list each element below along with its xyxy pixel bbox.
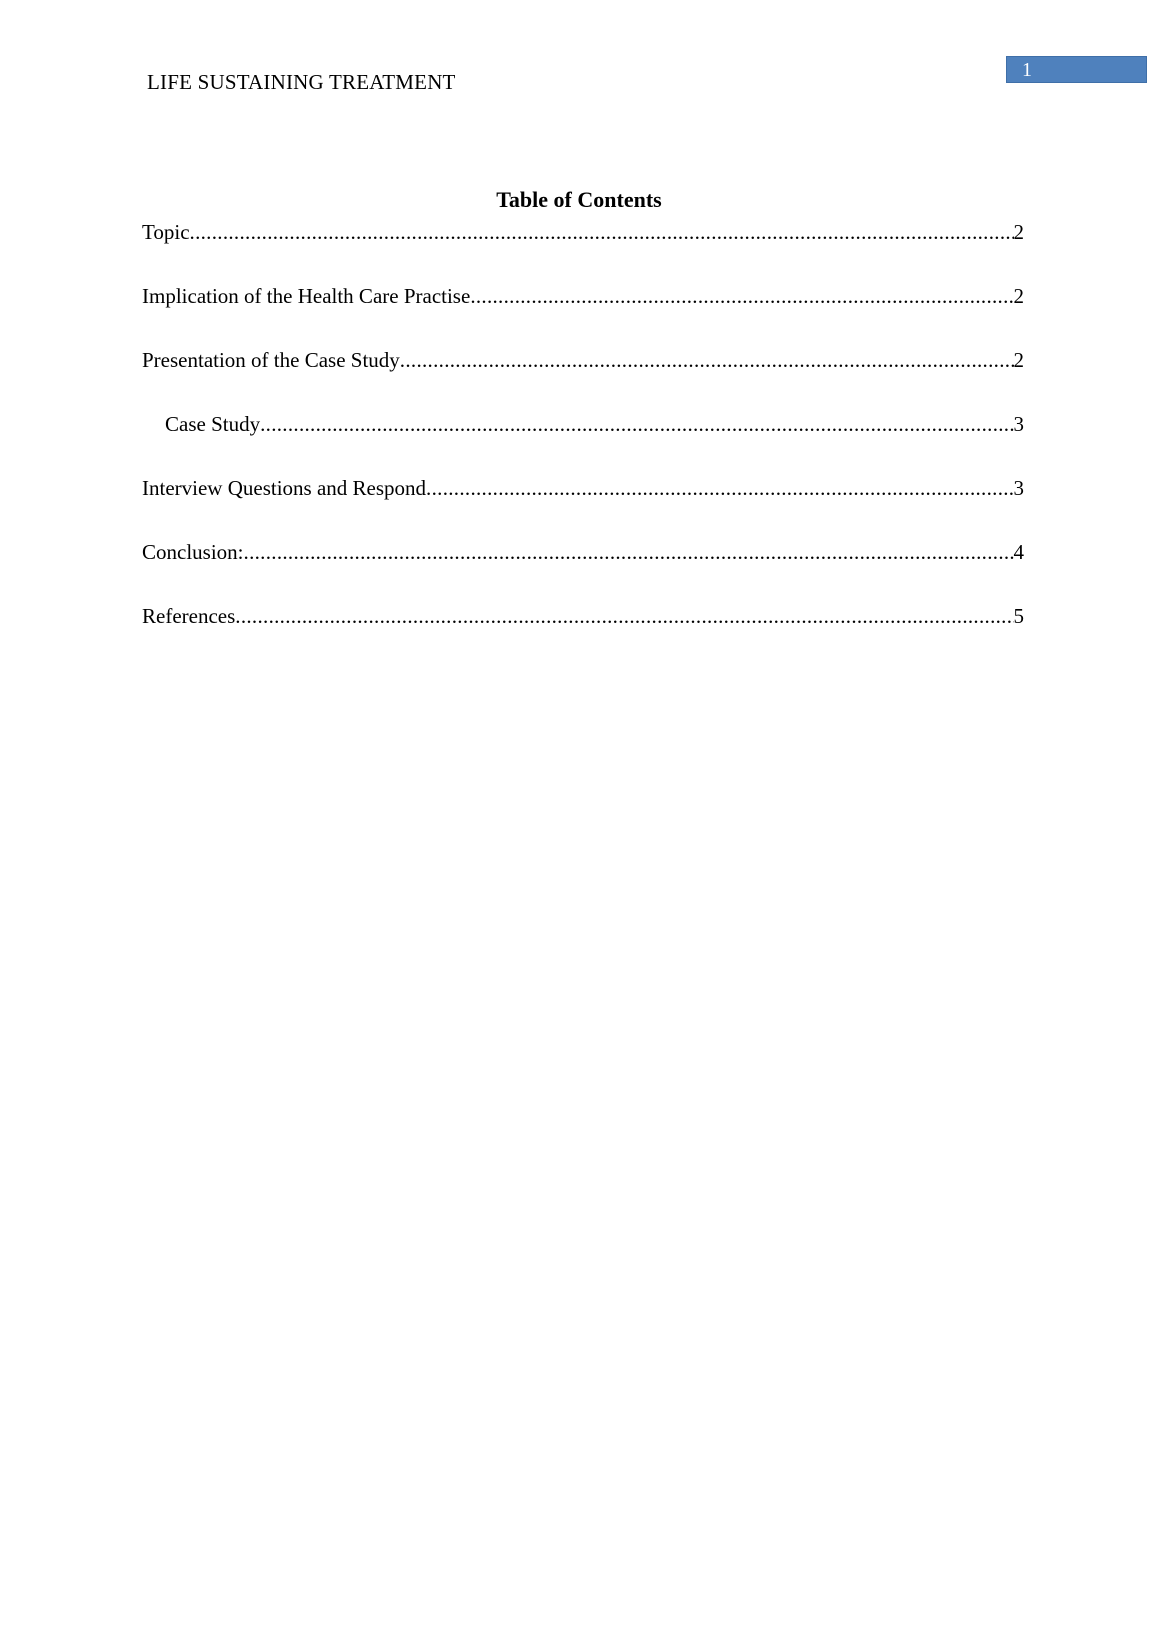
toc-entry-text: Topic	[142, 216, 190, 248]
running-head: LIFE SUSTAINING TREATMENT	[147, 70, 456, 94]
toc-entry-page: 2	[1013, 348, 1024, 372]
toc-entry-topic[interactable]	[142, 216, 1024, 280]
toc-entry-text: Conclusion:	[142, 536, 244, 568]
toc-entry-text: References	[142, 600, 235, 632]
toc-title: Table of Contents	[496, 187, 662, 212]
toc-entry-text: Presentation of the Case Study	[142, 344, 400, 376]
toc-entry-case-study[interactable]	[142, 408, 1024, 472]
page-number: 1	[1022, 59, 1032, 81]
toc-dot-leader	[235, 600, 1013, 632]
toc-entry-text: Implication of the Health Care Practise	[142, 280, 470, 312]
toc-entry-page: 2	[1013, 284, 1024, 308]
toc-entry-page: 3	[1013, 476, 1024, 500]
toc-entry-page: 5	[1013, 604, 1024, 628]
toc-entry-text: Case Study	[165, 408, 260, 440]
toc-entry-interview[interactable]	[142, 472, 1024, 536]
toc-dot-leader	[260, 408, 1013, 440]
toc-dot-leader	[470, 280, 1013, 312]
toc-entry-page: 4	[1013, 540, 1024, 564]
toc-dot-leader	[426, 472, 1013, 504]
toc-entry-references[interactable]	[142, 600, 1024, 664]
page-number-box	[1006, 56, 1147, 83]
toc-dot-leader	[190, 216, 1014, 248]
toc-dot-leader	[400, 344, 1014, 376]
toc-entry-presentation[interactable]	[142, 344, 1024, 408]
toc-entry-text: Interview Questions and Respond	[142, 472, 426, 504]
toc-dot-leader	[244, 536, 1014, 568]
toc-entry-page: 3	[1013, 412, 1024, 436]
toc-entry-conclusion[interactable]	[142, 536, 1024, 600]
toc-list	[142, 216, 1024, 664]
toc-entry-implication[interactable]	[142, 280, 1024, 344]
toc-entry-page: 2	[1013, 220, 1024, 244]
